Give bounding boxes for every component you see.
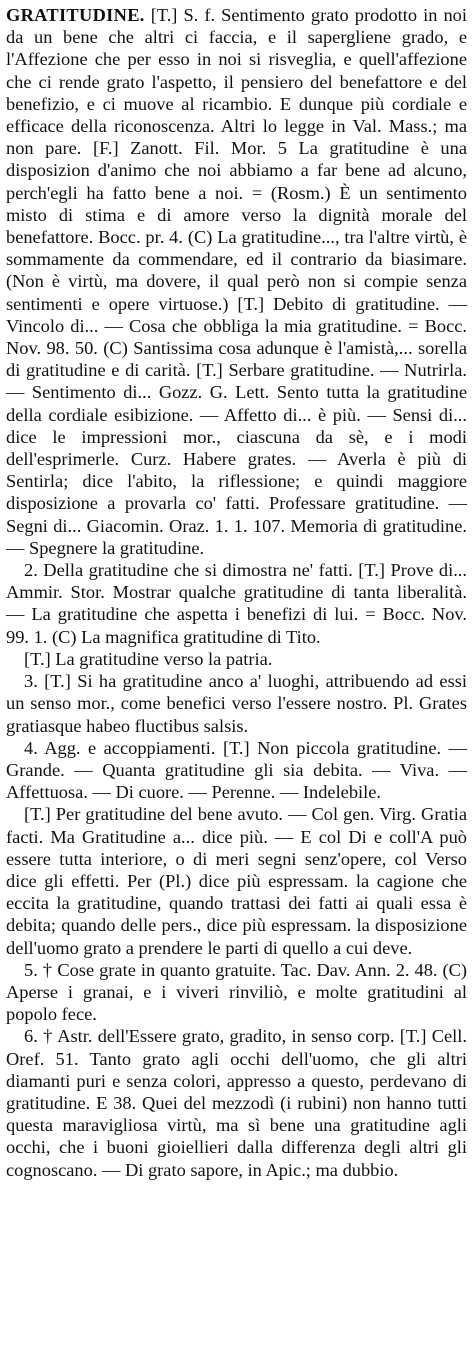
entry-paragraph-1 bbox=[6, 4, 467, 559]
entry-paragraph-8: 6. † Astr. dell'Essere grato, gradito, in senso corp. [T.] Cell. Oref. 51. Tanto grato agli occhi dell'uomo, che gli altri diamanti puri e senza colori, appresso a questo, perdevano di gratitudine. E 38. Quei del mezzodì (i rubini) non hanno tutti questa maravigliosa virtù, ma sì bene una gratitudine agli occhi, che i buoni gioiellieri dalla differenza degli altri gli cognoscano. — Di grato sapore, in Apic.; ma dubbio. bbox=[6, 1026, 467, 1180]
entry-paragraph-3: [T.] La gratitudine verso la patria. bbox=[24, 648, 273, 669]
entry-paragraph-7: 5. † Cose grate in quanto gratuite. Tac. Dav. Ann. 2. 48. (C) Aperse i granai, e i viveri rinviliò, e molte gratitudini al popolo fece. bbox=[6, 959, 467, 1025]
entry-definition-text: [T.] S. f. Sentimento grato prodotto in noi da un bene che altri ci faccia, e il sapergliene grado, e l'Affezione che per esso in noi si risveglia, e quell'affezione che ci rende grato l'aspetto, il pensiero del benefattore e del benefizio, e ci muove al ricambio. E dunque più cordiale e efficace della riconoscenza. Altri lo legge in Val. Mass.; ma non pare. [F.] Zanott. Fil. Mor. 5 La gratitudine è una disposizion d'animo che noi abbiamo a far bene ad alcuno, perch'egli ha fatto bene a noi. = (Rosm.) È un sentimento misto di stima e di amore verso la dignità morale del benefattore. Bocc. pr. 4. (C) La gratitudine..., tra l'altre virtù, è sommamente da commendare, ed il contrario da biasimare. (Non è virtù, ma dovere, il qual però non si compie senza sentimenti e opere virtuose.) [T.] Debito di gratitudine. — Vincolo di... — Cosa che obbliga la mia gratitudine. = Bocc. Nov. 98. 50. (C) Santissima cosa adunque è l'amistà,... sorella di gratitudine e di carità. [T.] Serbare gratitudine. — Nutrirla. — Sentimento di... Gozz. G. Lett. Sento tutta la gratitudine della cordiale esibizione. — Affetto di... è più. — Sensi di... dice le impressioni mor., ciascuna da sè, e i modi dell'esprimerle. Curz. Habere grates. — Averla è più di Sentirla; dice l'abito, la riflessione; e quindi maggiore disposizione a provarla co' fatti. Professare gratitudine. — Segni di... Giacomin. Oraz. 1. 1. 107. Memoria di gratitudine. — Spegnere la gratitudine. bbox=[6, 5, 467, 558]
entry-paragraph-4: 3. [T.] Si ha gratitudine anco a' luoghi, attribuendo ad essi un senso mor., come benefici verso l'essere nostro. Pl. Grates gratiasque habeo fluctibus salsis. bbox=[6, 671, 467, 736]
entry-paragraph-6: [T.] Per gratitudine del bene avuto. — Col gen. Virg. Gratia facti. Ma Gratitudine a... dice più. — E col Di e coll'A può essere tutta interiore, o di meri segni senz'opere, col Verso dice gli effetti. Per (Pl.) dice più espressam. la cagione che eccita la gratitudine, quando trattasi dei fatti ai quali essa è debita; quando delle pers., dice più espressam. la disposizione dell'uomo grato a prendere le parti di quello a cui deve. bbox=[6, 804, 467, 958]
entry-headword: GRATITUDINE. bbox=[6, 5, 145, 25]
entry-paragraph-2: 2. Della gratitudine che si dimostra ne' fatti. [T.] Prove di... Ammir. Stor. Mostrar qualche gratitudine di tanta liberalità. — La gratitudine che aspetta i benefizi di lui. = Bocc. Nov. 99. 1. (C) La magnifica gratitudine di Tito. bbox=[6, 560, 467, 647]
dictionary-entry bbox=[6, 4, 467, 1181]
entry-paragraph-5: 4. Agg. e accoppiamenti. [T.] Non piccola gratitudine. — Grande. — Quanta gratitudine gli sia debita. — Viva. — Affettuosa. — Di cuore. — Perenne. — Indelebile. bbox=[6, 737, 467, 803]
